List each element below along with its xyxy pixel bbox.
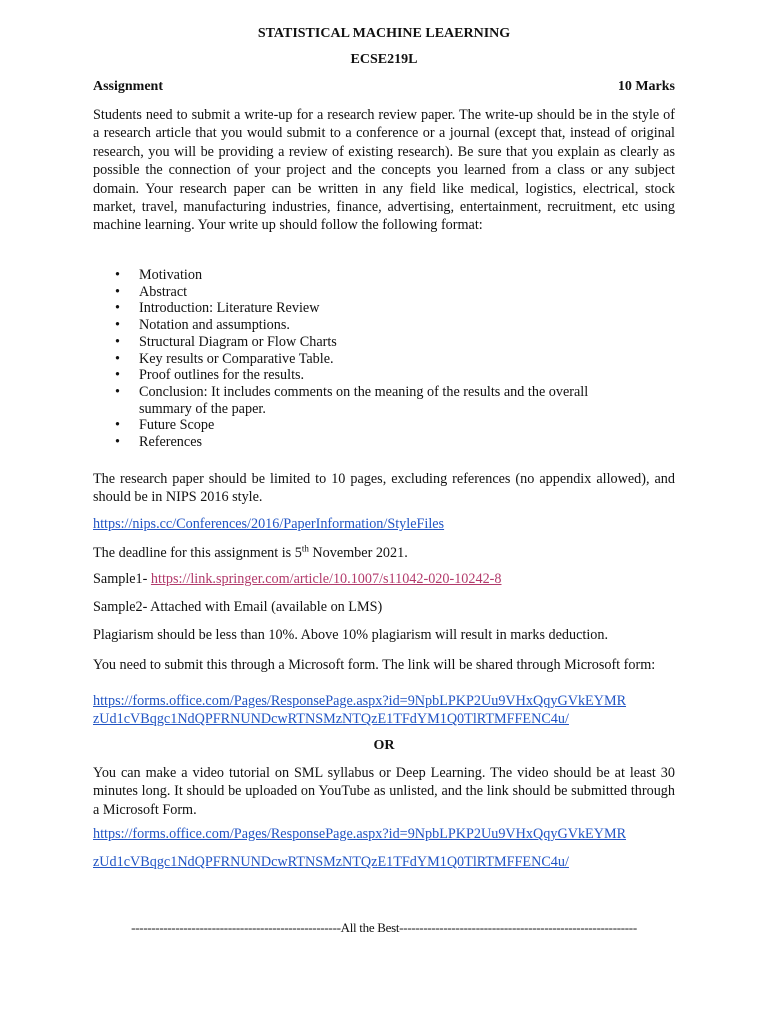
sample2-line: Sample2- Attached with Email (available on LMS) (93, 599, 383, 615)
form-link-2 (93, 825, 693, 843)
plagiarism-line: Plagiarism should be less than 10%. Above 10% plagiarism will result in marks deduction. (93, 627, 609, 643)
deadline-sup: th (301, 543, 309, 554)
form-link-part1[interactable]: https://forms.office.com/Pages/ResponsePage.aspx?id=9NpbLPKP2Uu9VHxQqyGVkEYMR (93, 693, 627, 709)
sample1-line (93, 570, 693, 588)
limit-paragraph: The research paper should be limited to 10 pages, excluding references (no appendix allowed), and should be in NIPS 2016 style. (93, 471, 675, 506)
deadline-suffix: November 2021. (308, 545, 408, 561)
form-link-part2[interactable]: zUd1cVBqgc1NdQPFRNUNDcwRTNSMzNTQzE1TFdYM1Q0TlRTMFFENC4u/ (93, 711, 569, 727)
style-link-line (93, 515, 693, 533)
or-separator: OR (373, 738, 395, 753)
list-item: • Key results or Comparative Table. (93, 351, 675, 368)
list-item: • Notation and assumptions. (93, 317, 675, 334)
assignment-label: Assignment (93, 79, 164, 94)
list-item: • References (93, 434, 675, 451)
sample1-label: Sample1- (93, 571, 151, 587)
form-link2-part2[interactable]: zUd1cVBqgc1NdQPFRNUNDcwRTNSMzNTQzE1TFdYM1Q0TlRTMFFENC4u/ (93, 854, 569, 870)
list-item: • Future Scope (93, 417, 675, 434)
form-link-2b (93, 853, 693, 871)
video-paragraph: You can make a video tutorial on SML syllabus or Deep Learning. The video should be at least 30 minutes long. It should be uploaded on YouTube as unlisted, and the link should be submitted through a Microsoft Form. (93, 765, 675, 818)
list-item: • Structural Diagram or Flow Charts (93, 334, 675, 351)
submit-paragraph: You need to submit this through a Microsoft form. The link will be shared through Microsoft form: (93, 657, 656, 673)
format-list (93, 267, 675, 451)
list-item: • Abstract (93, 284, 675, 301)
intro-paragraph: Students need to submit a write-up for a research review paper. The write-up should be in the style of a research article that you would submit to a conference or a journal (except that, instead of original research, you will be providing a review of existing research). Be sure that you explain as clearly as possible the connection of your project and the concepts you learned from a class or any subject domain. Your research paper can be written in any field like medical, logistics, electrical, stock market, travel, manufacturing industries, finance, advertising, entertainment, recruitment, etc using machine learning. Your write up should follow the following format: (93, 107, 675, 234)
list-item: • Motivation (93, 267, 675, 284)
list-item: • Conclusion: It includes comments on the meaning of the results and the overall summary of the paper. (93, 384, 675, 417)
marks-label: 10 Marks (617, 79, 675, 94)
style-files-link[interactable]: https://nips.cc/Conferences/2016/PaperInformation/StyleFiles (93, 516, 445, 532)
assignment-row (93, 79, 675, 95)
form-link-1b (93, 710, 693, 728)
list-item: • Proof outlines for the results. (93, 367, 675, 384)
form-link-1 (93, 692, 693, 710)
deadline-prefix: The deadline for this assignment is 5 (93, 545, 302, 561)
document-title: STATISTICAL MACHINE LEAERNING (257, 26, 511, 41)
sample1-link[interactable]: https://link.springer.com/article/10.1007/s11042-020-10242-8 (150, 571, 502, 587)
footer-all-the-best: ----------------------------------------------------All the Best----------------------------------------------------------- (131, 920, 637, 935)
list-item: • Introduction: Literature Review (93, 300, 675, 317)
deadline-line (93, 544, 693, 562)
form-link2-part1[interactable]: https://forms.office.com/Pages/ResponsePage.aspx?id=9NpbLPKP2Uu9VHxQqyGVkEYMR (93, 826, 627, 842)
course-code: ECSE219L (350, 52, 418, 67)
